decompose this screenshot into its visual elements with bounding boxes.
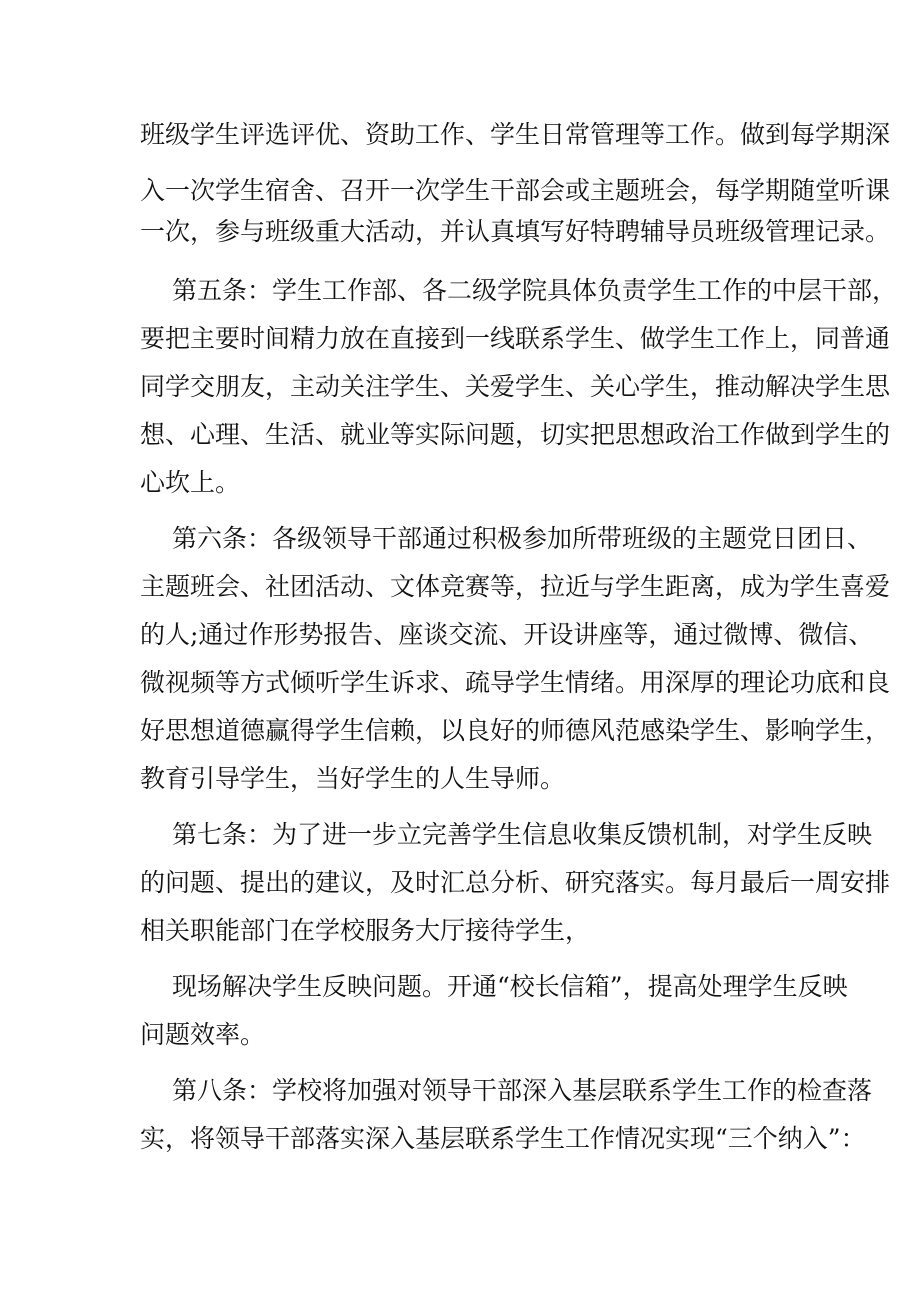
text-line: 微视频等方式倾听学生诉求、疏导学生情绪。用深厚的理论功底和良 — [140, 668, 891, 697]
text-line: 同学交朋友，主动关注学生、关爱学生、关心学生，推动解决学生思 — [140, 372, 891, 401]
text-line: 问题效率。 — [140, 1020, 266, 1049]
article-8-heading-line: 第八条：学校将加强对领导干部深入基层联系学生工作的检查落 — [172, 1076, 873, 1105]
text-line: 实，将领导干部落实深入基层联系学生工作情况实现“三个纳入”： — [140, 1124, 866, 1153]
text-line: 班级学生评选评优、资助工作、学生日常管理等工作。做到每学期深 — [140, 120, 891, 149]
text-line: 入一次学生宿舍、召开一次学生干部会或主题班会，每学期随堂听课 — [140, 176, 891, 205]
article-5-heading-line: 第五条：学生工作部、各二级学院具体负责学生工作的中层干部， — [172, 276, 898, 305]
text-line: 心坎上。 — [140, 468, 241, 497]
text-line: 主题班会、社团活动、文体竞赛等，拉近与学生距离，成为学生喜爱 — [140, 572, 891, 601]
article-7-heading-line: 第七条：为了进一步立完善学生信息收集反馈机制，对学生反映 — [172, 820, 873, 849]
text-line: 要把主要时间精力放在直接到一线联系学生、做学生工作上，同普通 — [140, 324, 891, 353]
text-line: 教育引导学生，当好学生的人生导师。 — [140, 764, 566, 793]
text-line: 的问题、提出的建议，及时汇总分析、研究落实。每月最后一周安排 — [140, 868, 891, 897]
text-line: 想、心理、生活、就业等实际问题，切实把思想政治工作做到学生的 — [140, 420, 891, 449]
article-6-heading-line: 第六条：各级领导干部通过积极参加所带班级的主题党日团日、 — [172, 524, 873, 553]
text-line: 的人;通过作形势报告、座谈交流、开设讲座等，通过微博、微信、 — [140, 620, 874, 649]
text-line: 现场解决学生反映问题。开通“校长信箱”，提高处理学生反映 — [172, 972, 848, 1001]
text-line: 一次，参与班级重大活动，并认真填写好特聘辅导员班级管理记录。 — [140, 217, 891, 246]
text-line: 好思想道德赢得学生信赖，以良好的师德风范感染学生、影响学生， — [140, 716, 891, 745]
text-line: 相关职能部门在学校服务大厅接待学生， — [140, 916, 591, 945]
